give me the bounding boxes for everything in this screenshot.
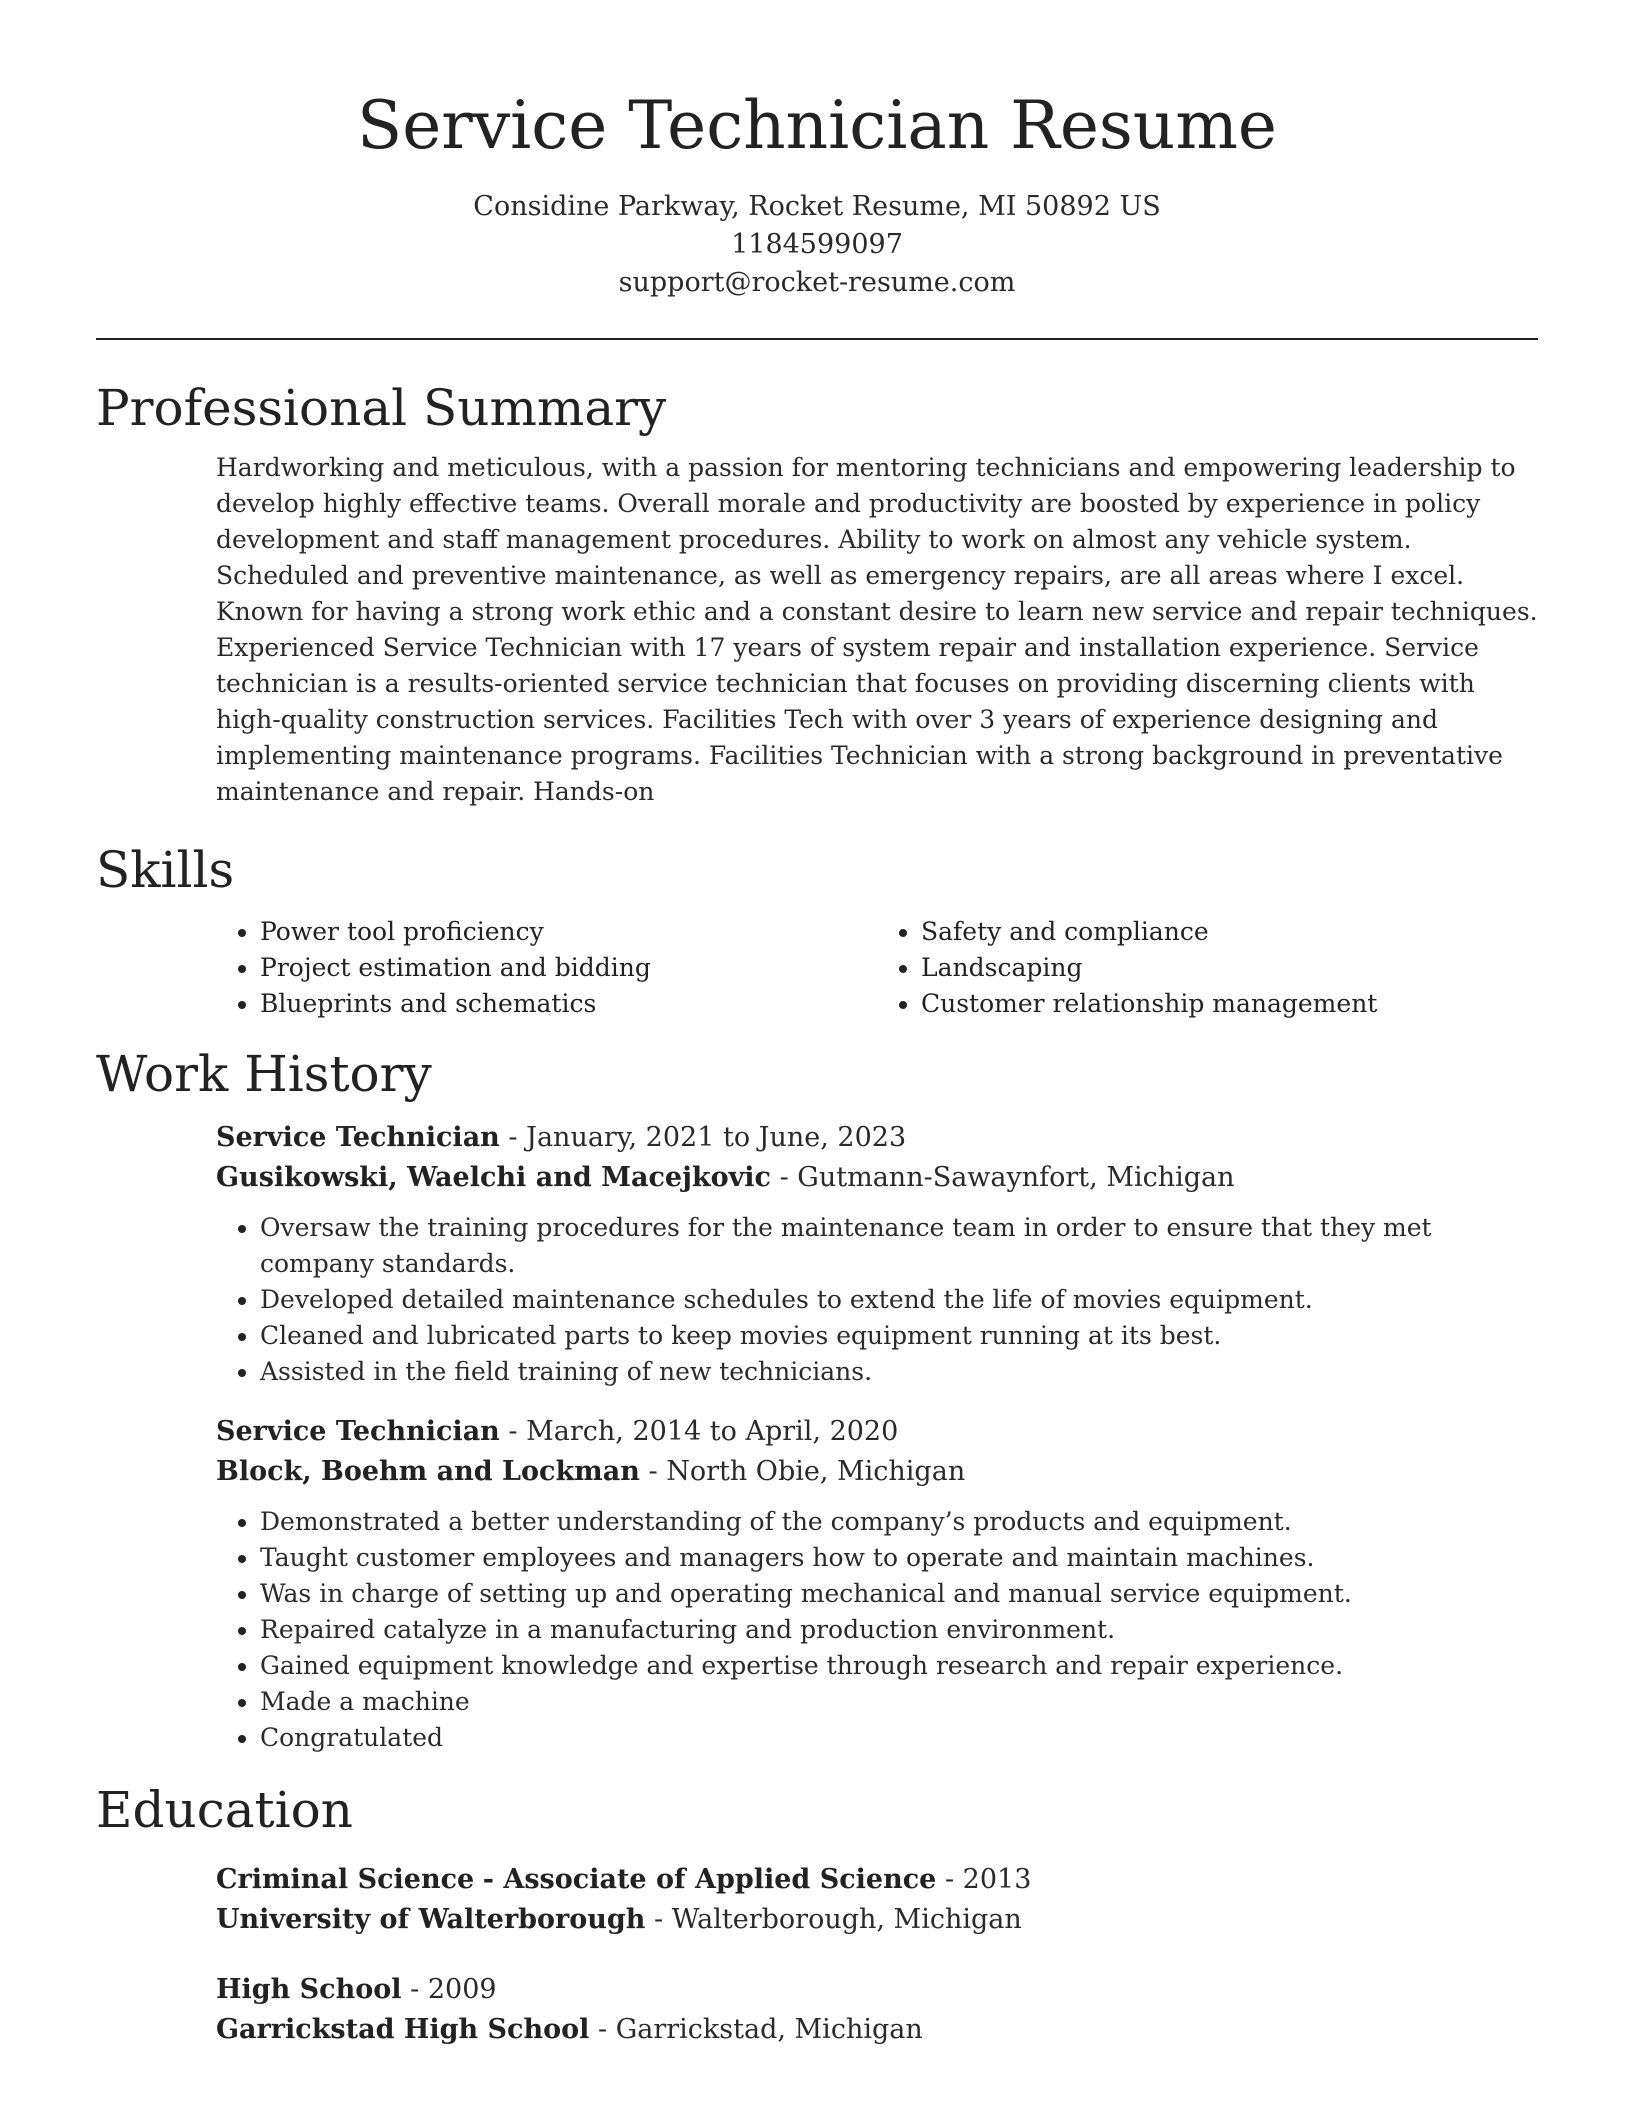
job-bullet: • Cleaned and lubricated parts to keep movies equipment running at its best. — [260, 1318, 1538, 1354]
skill-item: • Customer relationship management — [921, 986, 1538, 1022]
education-degree-line — [216, 1860, 1538, 1900]
separator: - — [779, 1162, 798, 1193]
separator: - — [508, 1122, 527, 1153]
resume-page — [96, 0, 1538, 2050]
job-location: North Obie, Michigan — [666, 1456, 966, 1487]
summary-heading: Professional Summary — [96, 379, 667, 437]
skill-item: • Safety and compliance — [921, 914, 1538, 950]
summary-section — [96, 378, 1538, 810]
header-divider — [96, 338, 1538, 340]
resume-title: Service Technician Resume — [357, 87, 1277, 164]
job-bullet: • Was in charge of setting up and operating mechanical and manual service equipment. — [260, 1576, 1538, 1612]
job-location: Gutmann-Sawaynfort, Michigan — [797, 1162, 1235, 1193]
contact-info — [96, 188, 1538, 302]
separator: - — [482, 1864, 504, 1895]
job-bullet: • Demonstrated a better understanding of the company’s products and equipment. — [260, 1504, 1538, 1540]
contact-address: Considine Parkway, Rocket Resume, MI 50892 US — [473, 191, 1161, 222]
job-entry — [216, 1118, 1538, 1390]
education-year: 2013 — [962, 1864, 1032, 1895]
skill-item: • Blueprints and schematics — [260, 986, 877, 1022]
education-year: 2009 — [427, 1974, 497, 2005]
education-degree: Associate of Applied Science — [503, 1864, 937, 1895]
skill-item: • Project estimation and bidding — [260, 950, 877, 986]
skills-list-left — [216, 914, 877, 1022]
job-bullet: • Assisted in the field training of new technicians. — [260, 1354, 1538, 1390]
job-employer: Block, Boehm and Lockman — [216, 1456, 640, 1487]
resume-header — [96, 0, 1538, 302]
job-employer-line — [216, 1452, 1538, 1492]
education-school: Garrickstad High School — [216, 2014, 590, 2045]
education-location: Walterborough, Michigan — [671, 1904, 1022, 1935]
job-bullet: • Made a machine — [260, 1684, 1538, 1720]
contact-email[interactable]: support@rocket-resume.com — [618, 267, 1016, 298]
job-dates: March, 2014 to April, 2020 — [526, 1416, 899, 1447]
contact-phone: 1184599097 — [731, 229, 903, 260]
separator: - — [410, 1974, 428, 2005]
job-bullet: • Developed detailed maintenance schedules to extend the life of movies equipment. — [260, 1282, 1538, 1318]
separator: - — [654, 1904, 672, 1935]
education-field: Criminal Science — [216, 1864, 475, 1895]
education-school-line — [216, 1900, 1538, 1940]
work-history-section — [96, 1044, 1538, 1756]
education-school: University of Walterborough — [216, 1904, 646, 1935]
skill-item: • Landscaping — [921, 950, 1538, 986]
education-heading: Education — [96, 1781, 353, 1839]
job-dates: January, 2021 to June, 2023 — [526, 1122, 907, 1153]
education-field: High School — [216, 1974, 402, 2005]
job-title-line — [216, 1412, 1538, 1452]
education-entry — [216, 1970, 1538, 2050]
job-bullet: • Oversaw the training procedures for the maintenance team in order to ensure that they met company standards. — [260, 1210, 1538, 1282]
job-bullets — [216, 1210, 1538, 1390]
skill-item: • Power tool proficiency — [260, 914, 877, 950]
skills-heading: Skills — [96, 841, 235, 899]
work-history-heading: Work History — [96, 1045, 432, 1103]
education-section — [96, 1780, 1538, 2050]
separator: - — [944, 1864, 963, 1895]
job-title: Service Technician — [216, 1122, 500, 1153]
job-employer: Gusikowski, Waelchi and Macejkovic — [216, 1162, 771, 1193]
job-title: Service Technician — [216, 1416, 500, 1447]
separator: - — [597, 2014, 616, 2045]
education-degree-line — [216, 1970, 1538, 2010]
skills-grid — [216, 914, 1538, 1022]
job-bullets — [216, 1504, 1538, 1756]
job-bullet: • Taught customer employees and managers how to operate and maintain machines. — [260, 1540, 1538, 1576]
education-school-line — [216, 2010, 1538, 2050]
education-location: Garrickstad, Michigan — [615, 2014, 923, 2045]
job-bullet: • Congratulated — [260, 1720, 1538, 1756]
summary-text: Hardworking and meticulous, with a passion for mentoring technicians and empowering leadership to develop highly effective teams. Overall morale and productivity are boosted by experience in policy development and staff management procedures. Ability to work on almost any vehicle system. Scheduled and preventive maintenance, as well as emergency repairs, are all areas where I excel. Known for having a strong work ethic and a constant desire to learn new service and repair techniques. Experienced Service Technician with 17 years of system repair and installation experience. Service technician is a results-oriented service technician that focuses on providing discerning clients with high-quality construction services. Facilities Tech with over 3 years of experience designing and implementing maintenance programs. Facilities Technician with a strong background in preventative maintenance and repair. Hands-on — [216, 453, 1538, 806]
job-bullet: • Repaired catalyze in a manufacturing and production environment. — [260, 1612, 1538, 1648]
job-entry — [216, 1412, 1538, 1756]
separator: - — [508, 1416, 527, 1447]
separator: - — [648, 1456, 667, 1487]
job-employer-line — [216, 1158, 1538, 1198]
skills-section — [96, 840, 1538, 1022]
education-entry — [216, 1860, 1538, 1940]
skills-list-right — [877, 914, 1538, 1022]
job-title-line — [216, 1118, 1538, 1158]
job-bullet: • Gained equipment knowledge and expertise through research and repair experience. — [260, 1648, 1538, 1684]
